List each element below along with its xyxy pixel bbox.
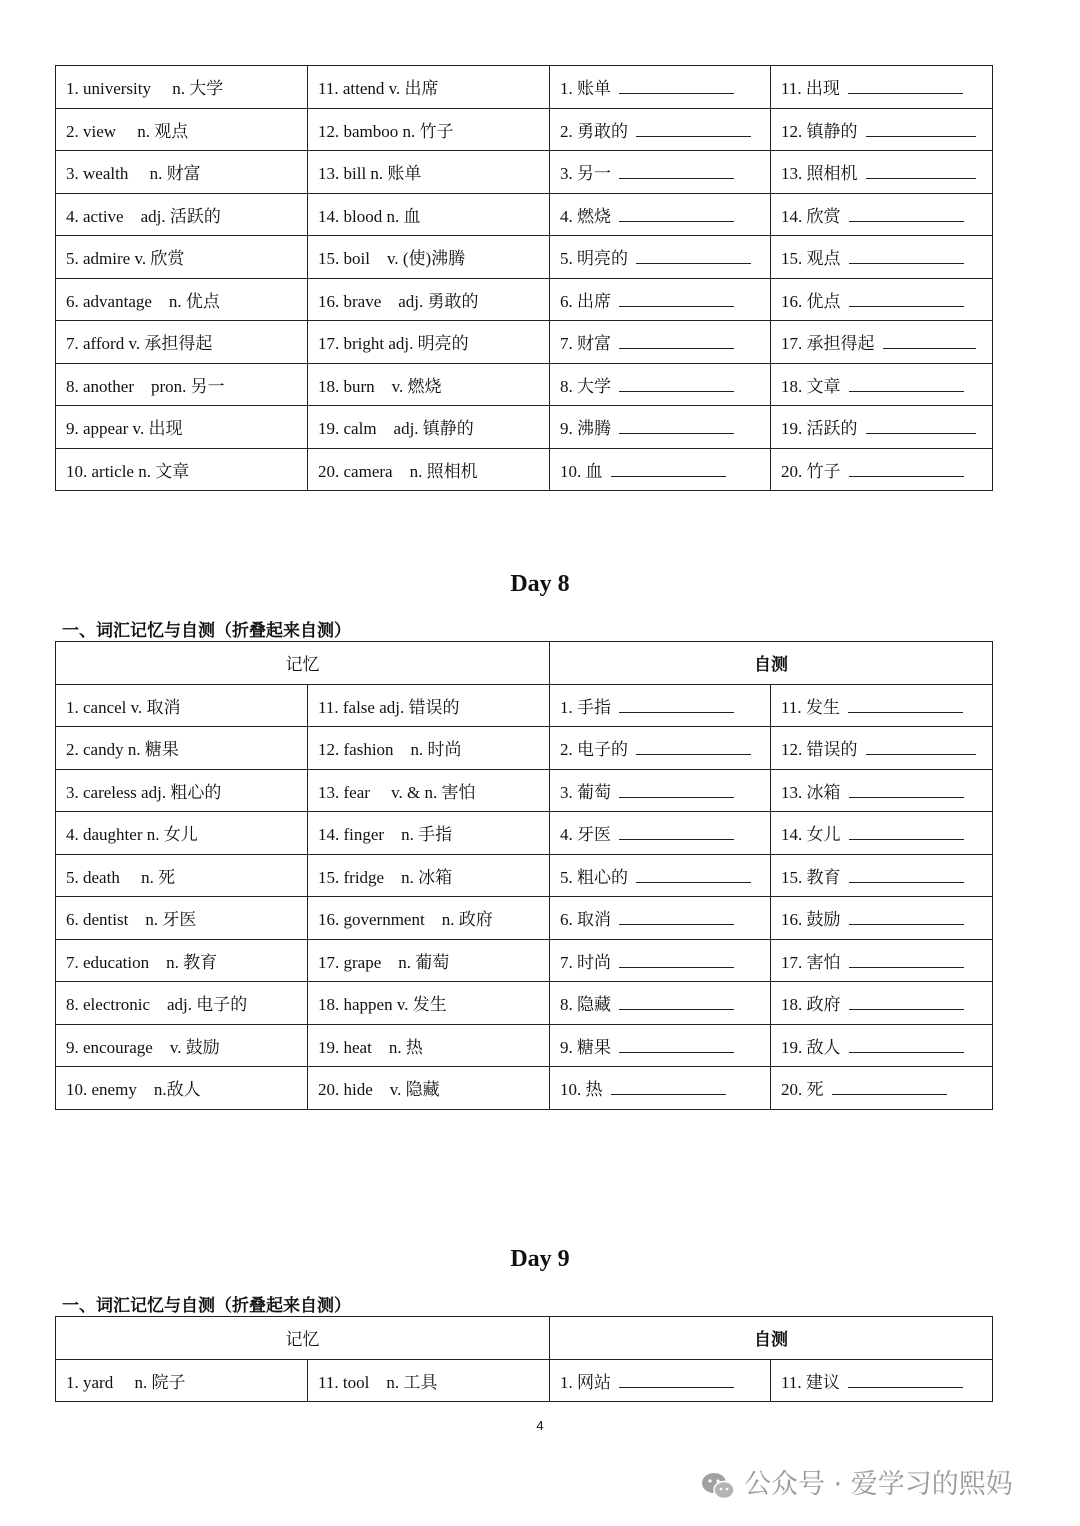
prompt-text: 5. 明亮的 (560, 249, 628, 269)
table-row (56, 66, 993, 109)
entry-text: 17. grape n. 葡萄 (318, 952, 450, 972)
self-test-cell[interactable] (771, 363, 993, 406)
vocab-entry-cell (308, 1024, 550, 1067)
self-test-cell[interactable] (771, 854, 993, 897)
prompt-text: 18. 政府 (781, 995, 841, 1015)
entry-text: 18. happen v. 发生 (318, 995, 447, 1015)
vocab-entry-cell (56, 769, 308, 812)
self-test-header: 自测 (550, 1317, 993, 1360)
vocab-entry-cell (308, 66, 550, 109)
answer-blank[interactable] (848, 79, 963, 94)
day9-vocab-table (55, 1316, 993, 1402)
entry-text: 11. tool n. 工具 (318, 1372, 438, 1392)
table-row (56, 897, 993, 940)
self-test-cell[interactable] (771, 278, 993, 321)
prompt-text: 9. 糖果 (560, 1037, 611, 1057)
vocab-entry-cell (56, 812, 308, 855)
answer-blank[interactable] (866, 740, 976, 755)
entry-text: 16. brave adj. 勇敢的 (318, 291, 479, 311)
answer-blank[interactable] (866, 164, 976, 179)
day9-section-title: 一、词汇记忆与自测（折叠起来自测） (62, 1296, 351, 1316)
prompt-text: 13. 照相机 (781, 164, 858, 184)
self-test-cell[interactable] (771, 812, 993, 855)
vocab-entry-cell (308, 939, 550, 982)
entry-text: 5. death n. 死 (66, 867, 176, 887)
answer-blank[interactable] (619, 292, 734, 307)
vocab-entry-cell (308, 727, 550, 770)
entry-text: 14. finger n. 手指 (318, 825, 453, 845)
entry-text: 13. bill n. 账单 (318, 164, 422, 184)
self-test-cell[interactable] (771, 151, 993, 194)
answer-blank[interactable] (849, 825, 964, 840)
vocab-entry-cell (56, 108, 308, 151)
vocab-entry-cell (308, 236, 550, 279)
prompt-text: 14. 欣赏 (781, 206, 841, 226)
answer-blank[interactable] (636, 122, 751, 137)
answer-blank[interactable] (619, 825, 734, 840)
answer-blank[interactable] (866, 419, 976, 434)
entry-text: 2. candy n. 糖果 (66, 740, 179, 760)
prompt-text: 17. 害怕 (781, 952, 841, 972)
self-test-cell[interactable] (550, 812, 771, 855)
vocab-entry-cell (308, 812, 550, 855)
prompt-text: 7. 财富 (560, 334, 611, 354)
self-test-cell[interactable] (771, 1067, 993, 1110)
answer-blank[interactable] (619, 334, 734, 349)
entry-text: 12. fashion n. 时尚 (318, 740, 462, 760)
table-row (56, 236, 993, 279)
table-row (56, 727, 993, 770)
vocab-entry-cell (308, 854, 550, 897)
self-test-cell[interactable] (771, 406, 993, 449)
entry-text: 16. government n. 政府 (318, 910, 493, 930)
prompt-text: 1. 网站 (560, 1372, 611, 1392)
entry-text: 11. attend v. 出席 (318, 79, 439, 99)
entry-text: 6. dentist n. 牙医 (66, 910, 197, 930)
entry-text: 5. admire v. 欣赏 (66, 249, 185, 269)
vocab-entry-cell (56, 727, 308, 770)
table-row (56, 982, 993, 1025)
self-test-cell[interactable] (771, 769, 993, 812)
answer-blank[interactable] (611, 1080, 726, 1095)
self-test-cell[interactable] (550, 151, 771, 194)
vocab-entry-cell (56, 982, 308, 1025)
self-test-cell[interactable] (550, 363, 771, 406)
entry-text: 6. advantage n. 优点 (66, 291, 220, 311)
answer-blank[interactable] (849, 953, 964, 968)
table-row (56, 1359, 993, 1402)
self-test-cell[interactable] (771, 108, 993, 151)
prompt-text: 19. 活跃的 (781, 419, 858, 439)
vocab-entry-cell (308, 193, 550, 236)
prompt-text: 11. 出现 (781, 79, 840, 99)
vocab-entry-cell (56, 193, 308, 236)
self-test-cell[interactable] (550, 1067, 771, 1110)
answer-blank[interactable] (849, 1038, 964, 1053)
answer-blank[interactable] (619, 910, 734, 925)
prompt-text: 12. 错误的 (781, 740, 858, 760)
day8-title: Day 8 (510, 571, 570, 597)
prompt-text: 13. 冰箱 (781, 782, 841, 802)
answer-blank[interactable] (636, 868, 751, 883)
answer-blank[interactable] (619, 995, 734, 1010)
prompt-text: 3. 葡萄 (560, 782, 611, 802)
answer-blank[interactable] (636, 740, 751, 755)
prompt-text: 16. 鼓励 (781, 910, 841, 930)
prompt-text: 11. 发生 (781, 697, 840, 717)
page-number: 4 (536, 1418, 544, 1433)
vocab-entry-cell (56, 1024, 308, 1067)
vocab-entry-cell (56, 363, 308, 406)
vocab-entry-cell (308, 321, 550, 364)
self-test-cell[interactable] (550, 982, 771, 1025)
table-row (56, 108, 993, 151)
vocab-entry-cell (56, 448, 308, 491)
watermark-text: 公众号 · 爱学习的熙妈 (744, 1469, 1013, 1500)
entry-text: 8. electronic adj. 电子的 (66, 995, 248, 1015)
prompt-text: 2. 勇敢的 (560, 121, 628, 141)
prompt-text: 10. 血 (560, 461, 603, 481)
entry-text: 12. bamboo n. 竹子 (318, 121, 454, 141)
self-test-cell[interactable] (550, 236, 771, 279)
vocab-entry-cell (308, 1067, 550, 1110)
self-test-cell[interactable] (771, 939, 993, 982)
answer-blank[interactable] (619, 377, 734, 392)
vocab-entry-cell (56, 66, 308, 109)
prompt-text: 6. 取消 (560, 910, 611, 930)
entry-text: 4. daughter n. 女儿 (66, 825, 198, 845)
prompt-text: 1. 手指 (560, 697, 611, 717)
answer-blank[interactable] (849, 462, 964, 477)
prompt-text: 10. 热 (560, 1080, 603, 1100)
entry-text: 10. article n. 文章 (66, 461, 190, 481)
table-row (56, 151, 993, 194)
vocab-entry-cell (56, 151, 308, 194)
self-test-cell[interactable] (550, 684, 771, 727)
self-test-cell[interactable] (550, 854, 771, 897)
answer-blank[interactable] (619, 207, 734, 222)
self-test-cell[interactable] (771, 1024, 993, 1067)
table-row (56, 321, 993, 364)
prompt-text: 20. 死 (781, 1080, 824, 1100)
prompt-text: 15. 教育 (781, 867, 841, 887)
answer-blank[interactable] (619, 164, 734, 179)
vocab-entry-cell (56, 854, 308, 897)
vocab-entry-cell (56, 1067, 308, 1110)
self-test-cell[interactable] (771, 193, 993, 236)
prompt-text: 2. 电子的 (560, 740, 628, 760)
vocab-entry-cell (308, 897, 550, 940)
self-test-cell[interactable] (550, 321, 771, 364)
table-row (56, 406, 993, 449)
prompt-text: 8. 隐藏 (560, 995, 611, 1015)
self-test-cell[interactable] (550, 1024, 771, 1067)
answer-blank[interactable] (619, 783, 734, 798)
entry-text: 17. bright adj. 明亮的 (318, 334, 469, 354)
table-row (56, 769, 993, 812)
vocab-entry-cell (308, 151, 550, 194)
entry-text: 18. burn v. 燃烧 (318, 376, 442, 396)
vocab-entry-cell (308, 684, 550, 727)
self-test-cell[interactable] (550, 108, 771, 151)
self-test-cell[interactable] (550, 66, 771, 109)
table-row (56, 193, 993, 236)
day8-vocab-table (55, 641, 993, 1110)
day8-section-title: 一、词汇记忆与自测（折叠起来自测） (62, 621, 351, 641)
self-test-cell[interactable] (550, 727, 771, 770)
self-test-cell[interactable] (771, 1359, 993, 1402)
entry-text: 20. camera n. 照相机 (318, 461, 478, 481)
memory-header: 记忆 (56, 642, 550, 685)
vocab-entry-cell (56, 321, 308, 364)
answer-blank[interactable] (849, 207, 964, 222)
table-row (56, 278, 993, 321)
entry-text: 15. boil v. (使)沸腾 (318, 249, 466, 269)
entry-text: 1. cancel v. 取消 (66, 697, 181, 717)
answer-blank[interactable] (849, 249, 964, 264)
prompt-text: 3. 另一 (560, 164, 611, 184)
prompt-text: 9. 沸腾 (560, 419, 611, 439)
watermark (700, 1462, 1013, 1501)
prompt-text: 11. 建议 (781, 1372, 840, 1392)
self-test-cell[interactable] (550, 193, 771, 236)
prompt-text: 20. 竹子 (781, 461, 841, 481)
wechat-icon (700, 1471, 736, 1501)
prompt-text: 4. 牙医 (560, 825, 611, 845)
entry-text: 11. false adj. 错误的 (318, 697, 460, 717)
answer-blank[interactable] (619, 698, 734, 713)
prompt-text: 12. 镇静的 (781, 121, 858, 141)
vocab-entry-cell (308, 982, 550, 1025)
prompt-text: 1. 账单 (560, 79, 611, 99)
answer-blank[interactable] (619, 79, 734, 94)
memory-header: 记忆 (56, 1317, 550, 1360)
entry-text: 7. afford v. 承担得起 (66, 334, 213, 354)
self-test-cell[interactable] (771, 897, 993, 940)
self-test-cell[interactable] (771, 982, 993, 1025)
entry-text: 14. blood n. 血 (318, 206, 421, 226)
answer-blank[interactable] (883, 334, 976, 349)
vocab-entry-cell (308, 406, 550, 449)
table-row (56, 448, 993, 491)
table-row (56, 812, 993, 855)
prompt-text: 7. 时尚 (560, 952, 611, 972)
prompt-text: 6. 出席 (560, 291, 611, 311)
vocab-entry-cell (56, 684, 308, 727)
self-test-cell[interactable] (550, 769, 771, 812)
vocab-entry-cell (56, 236, 308, 279)
table-row (56, 854, 993, 897)
answer-blank[interactable] (849, 783, 964, 798)
vocab-entry-cell (56, 897, 308, 940)
entry-text: 19. heat n. 热 (318, 1037, 423, 1057)
self-test-cell[interactable] (550, 406, 771, 449)
day9-title: Day 9 (510, 1246, 570, 1272)
entry-text: 9. appear v. 出现 (66, 419, 183, 439)
entry-text: 4. active adj. 活跃的 (66, 206, 221, 226)
vocab-entry-cell (56, 939, 308, 982)
answer-blank[interactable] (848, 1373, 963, 1388)
vocab-entry-cell (56, 278, 308, 321)
self-test-cell[interactable] (771, 66, 993, 109)
entry-text: 1. yard n. 院子 (66, 1372, 186, 1392)
self-test-header: 自测 (550, 642, 993, 685)
entry-text: 1. university n. 大学 (66, 79, 224, 99)
answer-blank[interactable] (832, 1080, 947, 1095)
self-test-cell[interactable] (550, 1359, 771, 1402)
prompt-text: 8. 大学 (560, 376, 611, 396)
entry-text: 13. fear v. & n. 害怕 (318, 782, 476, 802)
prompt-text: 16. 优点 (781, 291, 841, 311)
entry-text: 7. education n. 教育 (66, 952, 218, 972)
self-test-cell[interactable] (550, 278, 771, 321)
entry-text: 10. enemy n.敌人 (66, 1080, 201, 1100)
answer-blank[interactable] (849, 868, 964, 883)
entry-text: 19. calm adj. 镇静的 (318, 419, 474, 439)
vocab-entry-cell (308, 769, 550, 812)
self-test-cell[interactable] (550, 448, 771, 491)
self-test-cell[interactable] (771, 321, 993, 364)
entry-text: 3. wealth n. 财富 (66, 164, 201, 184)
answer-blank[interactable] (849, 910, 964, 925)
table-row (56, 684, 993, 727)
answer-blank[interactable] (848, 698, 963, 713)
table-row (56, 939, 993, 982)
prompt-text: 5. 粗心的 (560, 867, 628, 887)
answer-blank[interactable] (849, 377, 964, 392)
answer-blank[interactable] (636, 249, 751, 264)
self-test-cell[interactable] (771, 448, 993, 491)
self-test-cell[interactable] (550, 897, 771, 940)
table-row (56, 1067, 993, 1110)
answer-blank[interactable] (866, 122, 976, 137)
prompt-text: 15. 观点 (781, 249, 841, 269)
answer-blank[interactable] (619, 419, 734, 434)
answer-blank[interactable] (619, 953, 734, 968)
vocab-entry-cell (308, 278, 550, 321)
self-test-cell[interactable] (771, 236, 993, 279)
entry-text: 15. fridge n. 冰箱 (318, 867, 453, 887)
vocab-entry-cell (56, 1359, 308, 1402)
entry-text: 2. view n. 观点 (66, 121, 189, 141)
answer-blank[interactable] (619, 1373, 734, 1388)
answer-blank[interactable] (619, 1038, 734, 1053)
entry-text: 3. careless adj. 粗心的 (66, 782, 222, 802)
vocab-entry-cell (56, 406, 308, 449)
answer-blank[interactable] (849, 292, 964, 307)
entry-text: 20. hide v. 隐藏 (318, 1080, 440, 1100)
vocab-entry-cell (308, 1359, 550, 1402)
prompt-text: 4. 燃烧 (560, 206, 611, 226)
self-test-cell[interactable] (771, 684, 993, 727)
table-row (56, 363, 993, 406)
prompt-text: 19. 敌人 (781, 1037, 841, 1057)
prompt-text: 18. 文章 (781, 376, 841, 396)
self-test-cell[interactable] (550, 939, 771, 982)
prompt-text: 17. 承担得起 (781, 334, 875, 354)
answer-blank[interactable] (611, 462, 726, 477)
vocab-entry-cell (308, 448, 550, 491)
day7-vocab-table (55, 65, 993, 491)
entry-text: 8. another pron. 另一 (66, 376, 225, 396)
prompt-text: 14. 女儿 (781, 825, 841, 845)
table-row (56, 1024, 993, 1067)
vocab-entry-cell (308, 108, 550, 151)
vocab-entry-cell (308, 363, 550, 406)
self-test-cell[interactable] (771, 727, 993, 770)
entry-text: 9. encourage v. 鼓励 (66, 1037, 220, 1057)
answer-blank[interactable] (849, 995, 964, 1010)
